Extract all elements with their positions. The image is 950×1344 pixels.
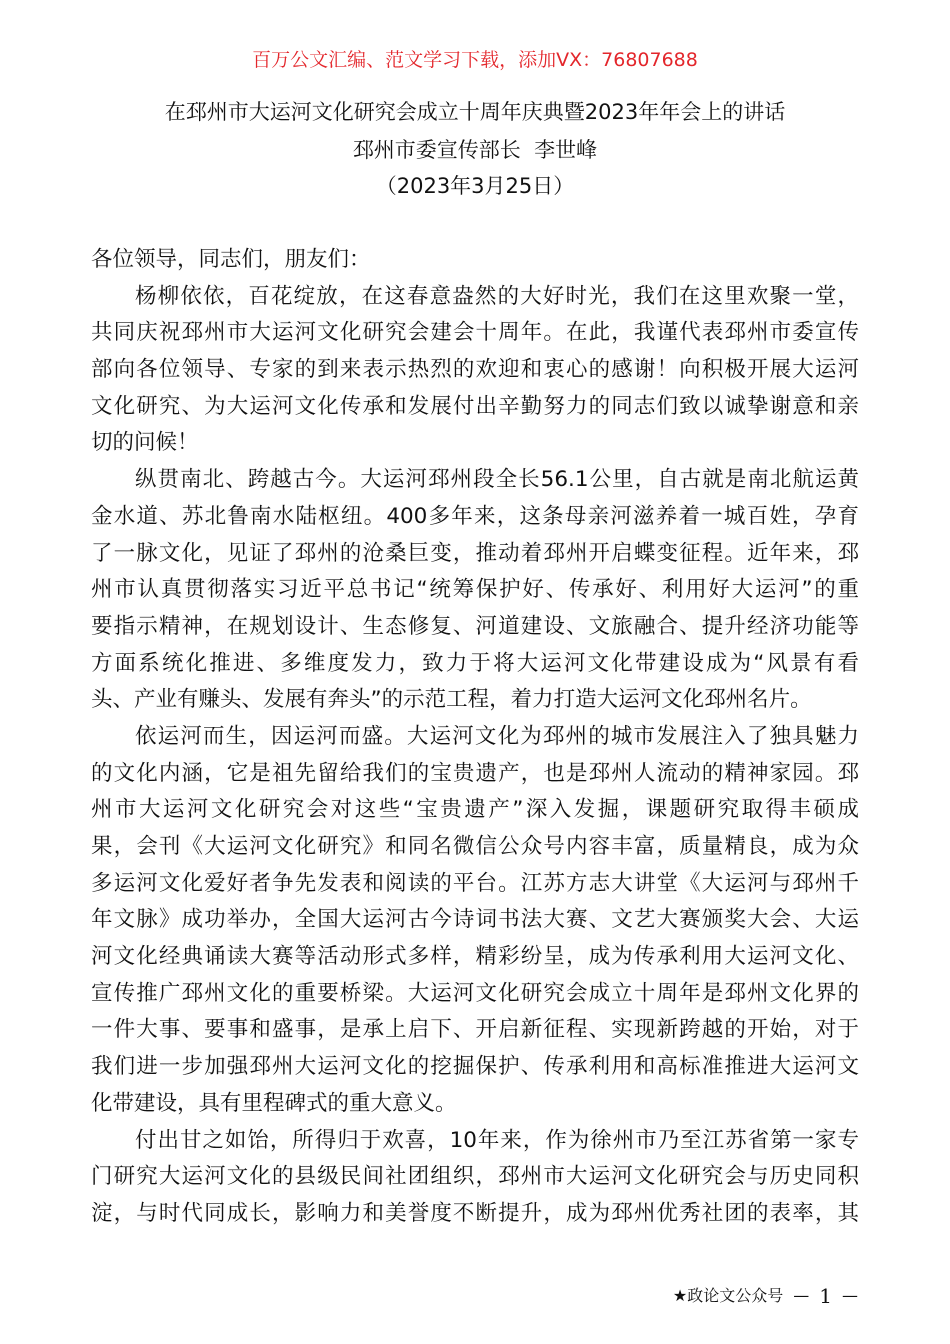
page-number: 1 [819, 1284, 832, 1308]
paragraph-line: 州市认真贯彻落实习近平总书记“统筹保护好、传承好、利用好大运河”的重 [91, 577, 859, 603]
paragraph-line: 我们进一步加强邳州大运河文化的挖掘保护、传承利用和高标准推进大运河文 [91, 1054, 859, 1080]
paragraph-line: 杨柳依依，百花绽放，在这春意盎然的大好时光，我们在这里欢聚一堂， [135, 283, 859, 309]
paragraph-line: 了一脉文化，见证了邳州的沧桑巨变，推动着邳州开启蝶变征程。近年来，邳 [91, 540, 859, 566]
paragraph-line: 付出甘之如饴，所得归于欢喜，10年来，作为徐州市乃至江苏省第一家专 [135, 1127, 859, 1153]
author-line: 邳州市委宣传部长 李世峰 [352, 138, 598, 162]
paragraph-line: 州市大运河文化研究会对这些“宝贵遗产”深入发掘，课题研究取得丰硕成 [91, 797, 859, 823]
paragraph-line: 淀，与时代同成长，影响力和美誉度不断提升，成为邳州优秀社团的表率，其 [91, 1200, 859, 1226]
paragraph-line: 依运河而生，因运河而盛。大运河文化为邳州的城市发展注入了独具魅力 [135, 723, 859, 749]
date-line: （2023年3月25日） [375, 174, 575, 198]
paragraph-line: 部向各位领导、专家的到来表示热烈的欢迎和衷心的感谢！向积极开展大运河 [91, 357, 859, 383]
paragraph-line: 方面系统化推进、多维度发力，致力于将大运河文化带建设成为“风景有看 [91, 650, 859, 676]
footer-dash-right: — [842, 1286, 858, 1305]
paragraph-line: 切的问候！ [91, 430, 199, 456]
paragraph-line: 门研究大运河文化的县级民间社团组织，邳州市大运河文化研究会与历史同积 [91, 1164, 859, 1190]
paragraph-line: 要指示精神，在规划设计、生态修复、河道建设、文旅融合、提升经济功能等 [91, 613, 859, 639]
download-banner: 百万公文汇编、范文学习下载，添加VX：76807688 [252, 49, 698, 71]
salutation: 各位领导，同志们，朋友们： [91, 247, 371, 272]
paragraph-line: 宣传推广邳州文化的重要桥梁。大运河文化研究会成立十周年是邳州文化界的 [91, 980, 859, 1006]
document-title: 在邳州市大运河文化研究会成立十周年庆典暨2023年年会上的讲话 [164, 100, 786, 124]
paragraph-line: 河文化经典诵读大赛等活动形式多样，精彩纷呈，成为传承利用大运河文化、 [91, 944, 859, 970]
paragraph-line: 果，会刊《大运河文化研究》和同名微信公众号内容丰富，质量精良，成为众 [91, 834, 859, 859]
page-footer [673, 1283, 858, 1309]
paragraph-line: 共同庆祝邳州市大运河文化研究会建会十周年。在此，我谨代表邳州市委宣传 [91, 320, 859, 346]
paragraph-line: 纵贯南北、跨越古今。大运河邳州段全长56.1公里，自古就是南北航运黄 [135, 467, 859, 493]
footer-source: ★政论文公众号 [672, 1286, 784, 1305]
footer-dash-left: — [793, 1286, 810, 1305]
paragraph-line: 化带建设，具有里程碑式的重大意义。 [91, 1090, 457, 1116]
paragraph-line: 多运河文化爱好者争先发表和阅读的平台。江苏方志大讲堂《大运河与邳州千 [91, 870, 859, 896]
document-body [91, 244, 859, 1235]
paragraph-line: 金水道、苏北鲁南水陆枢纽。400多年来，这条母亲河滋养着一城百姓，孕育 [91, 503, 859, 529]
paragraph-line: 年文脉》成功举办，全国大运河古今诗词书法大赛、文艺大赛颁奖大会、大运 [91, 907, 859, 933]
paragraph-line: 一件大事、要事和盛事，是承上启下、开启新征程、实现新跨越的开始，对于 [91, 1017, 859, 1043]
paragraph-line: 的文化内涵，它是祖先留给我们的宝贵遗产，也是邳州人流动的精神家园。邳 [91, 760, 859, 786]
paragraph-line: 文化研究、为大运河文化传承和发展付出辛勤努力的同志们致以诚挚谢意和亲 [91, 393, 859, 419]
paragraph-line: 头、产业有赚头、发展有奔头”的示范工程，着力打造大运河文化邳州名片。 [91, 687, 812, 713]
